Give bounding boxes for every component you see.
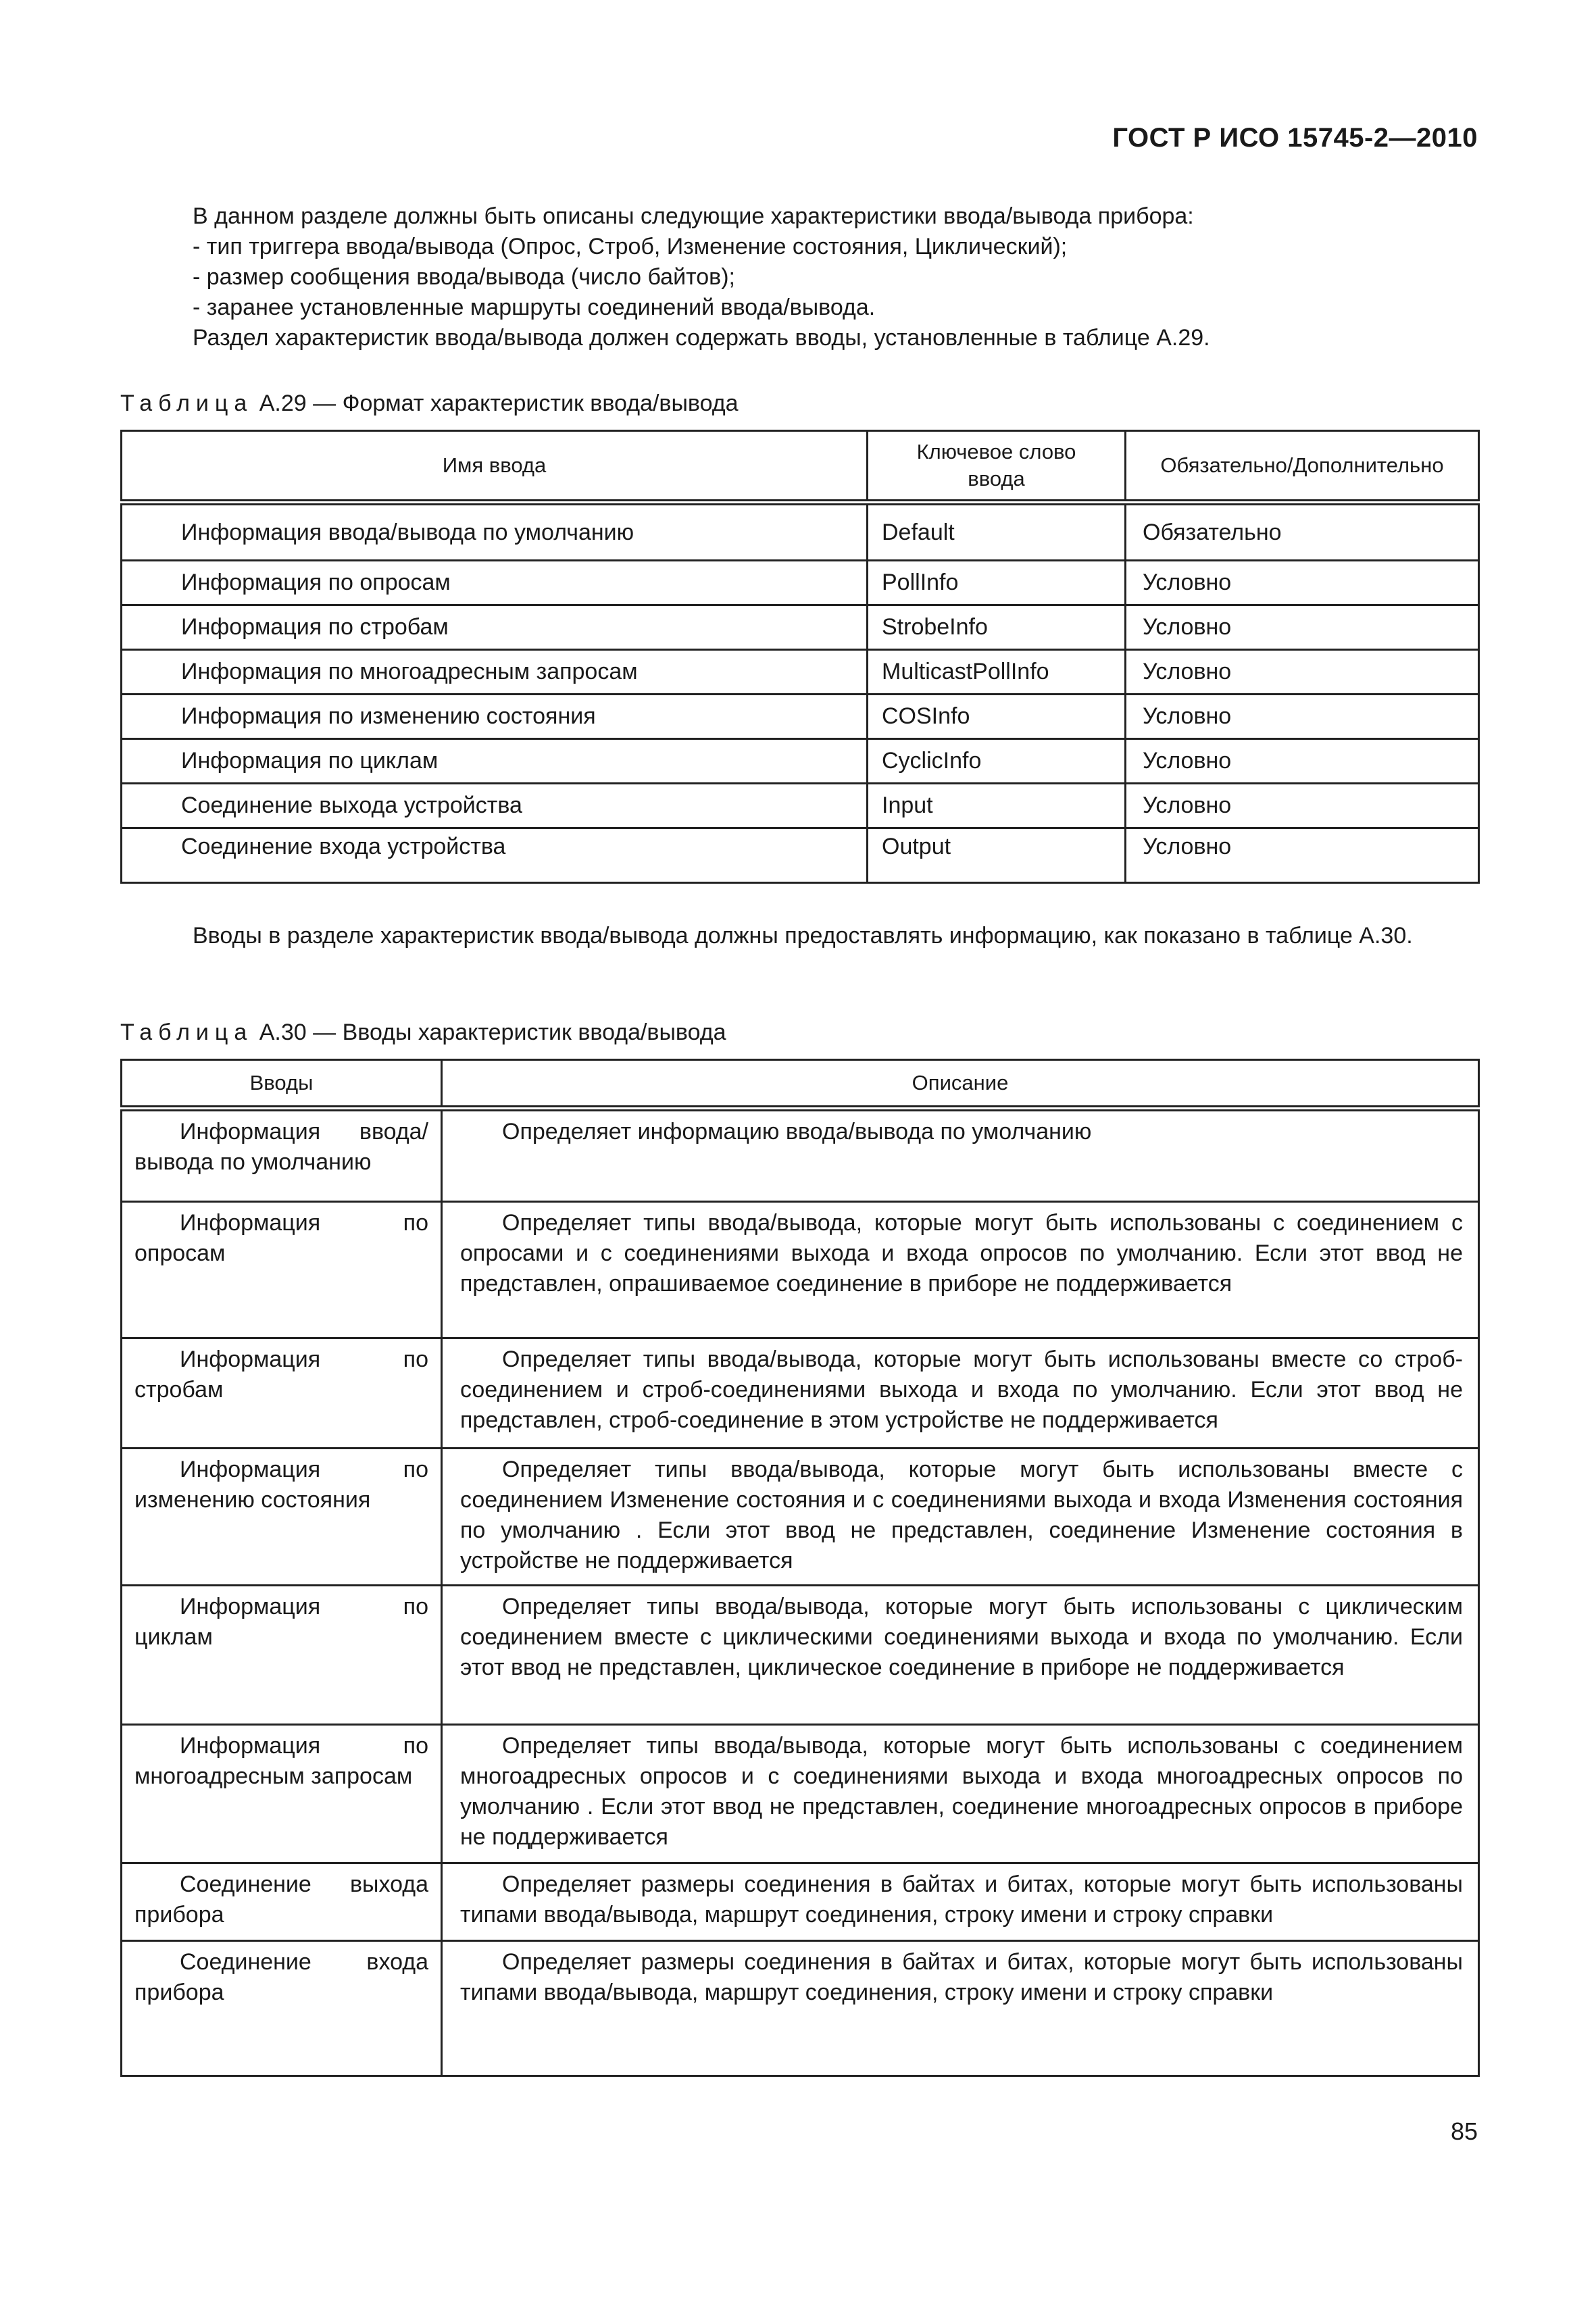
entry-keyword: PollInfo — [868, 561, 1126, 605]
column-header-description: Описание — [442, 1060, 1479, 1109]
table-header-row — [122, 431, 1479, 503]
column-header-status: Обязательно/Дополнительно — [1126, 431, 1479, 503]
entry-name: Соединение входа устройства — [122, 828, 868, 883]
entry-name: Информация по многоадресным запросам — [122, 650, 868, 695]
entry-status: Обязательно — [1126, 503, 1479, 561]
intro-line: - размер сообщения ввода/вывода (число байтов); — [193, 264, 736, 290]
body-paragraph: Вводы в разделе характеристик ввода/вывода должны предоставлять информацию, как показано в таблице А.30. — [193, 923, 1413, 949]
entry-keyword: Default — [868, 503, 1126, 561]
entry-name: Информация по стробам — [122, 1338, 442, 1449]
table-a29-caption — [120, 391, 739, 417]
entry-keyword: StrobeInfo — [868, 605, 1126, 650]
entry-keyword: CyclicInfo — [868, 739, 1126, 784]
entry-keyword: COSInfo — [868, 695, 1126, 739]
table-header-row — [122, 1060, 1479, 1109]
table-row — [122, 650, 1479, 695]
column-header-name: Имя ввода — [122, 431, 868, 503]
entry-name: Информация по изменению состояния — [122, 695, 868, 739]
entry-status: Условно — [1126, 784, 1479, 828]
table-row — [122, 1725, 1479, 1863]
table-a30 — [120, 1059, 1480, 2077]
entry-name: Информация по многоадресным запросам — [122, 1725, 442, 1863]
entry-keyword: Output — [868, 828, 1126, 883]
entry-name: Информация по циклам — [122, 1586, 442, 1725]
table-row — [122, 1941, 1479, 2076]
entry-name: Информация ввода/вывода по умолчанию — [122, 1109, 442, 1202]
entry-description: Определяет типы ввода/вывода, которые могут быть использованы с соединением многоадресных опросов и с соединениями выхода и входа многоадресных опросов по умолчанию . Если этот ввод не представлен, соединение многоадресных опросов в приборе не поддерживается — [442, 1725, 1479, 1863]
entry-name: Информация по циклам — [122, 739, 868, 784]
entry-name: Соединение выхода прибора — [122, 1863, 442, 1941]
table-row — [122, 1202, 1479, 1338]
entry-name: Информация по опросам — [122, 561, 868, 605]
entry-name: Информация ввода/вывода по умолчанию — [122, 503, 868, 561]
intro-line: - тип триггера ввода/вывода (Опрос, Строб, Изменение состояния, Циклический); — [193, 234, 1068, 259]
entry-name: Информация по опросам — [122, 1202, 442, 1338]
entry-description: Определяет типы ввода/вывода, которые могут быть использованы с циклическим соединением вместе с циклическими соединениями выхода и входа по умолчанию. Если этот ввод не представлен, циклическое соединение в приборе не поддерживается — [442, 1586, 1479, 1725]
table-row — [122, 739, 1479, 784]
entry-status: Условно — [1126, 695, 1479, 739]
entry-description: Определяет типы ввода/вывода, которые могут быть использованы вместе со строб-соединением и строб-соединениями выхода и входа по умолчанию. Если этот ввод не представлен, строб-соединение в этом устройстве не поддерживается — [442, 1338, 1479, 1449]
entry-description: Определяет типы ввода/вывода, которые могут быть использованы вместе с соединением Изменение состояния и с соединениями выхода и входа Изменения состояния по умолчанию . Если этот ввод не представлен, соединение Изменение состояния в устройстве не поддерживается — [442, 1449, 1479, 1586]
entry-status: Условно — [1126, 605, 1479, 650]
intro-line: - заранее установленные маршруты соединений ввода/вывода. — [193, 295, 876, 320]
entry-name: Информация по изменению состояния — [122, 1449, 442, 1586]
table-row — [122, 695, 1479, 739]
entry-description: Определяет размеры соединения в байтах и битах, которые могут быть использованы типами ввода/вывода, маршрут соединения, строку имени и строку справки — [442, 1941, 1479, 2076]
table-row — [122, 1863, 1479, 1941]
entry-name: Соединение входа прибора — [122, 1941, 442, 2076]
entry-name: Информация по стробам — [122, 605, 868, 650]
entry-description: Определяет размеры соединения в байтах и битах, которые могут быть использованы типами ввода/вывода, маршрут соединения, строку имени и строку справки — [442, 1863, 1479, 1941]
entry-description: Определяет типы ввода/вывода, которые могут быть использованы с соединением с опросами и с соединениями выхода и входа опросов по умолчанию. Если этот ввод не представлен, опрашиваемое соединение в приборе не поддерживается — [442, 1202, 1479, 1338]
entry-status: Условно — [1126, 739, 1479, 784]
caption-text: А.30 — Вводы характеристик ввода/вывода — [253, 1020, 726, 1045]
page-number: 85 — [1450, 2117, 1478, 2145]
entry-status: Условно — [1126, 650, 1479, 695]
intro-line: Раздел характеристик ввода/вывода должен содержать вводы, установленные в таблице А.29. — [193, 325, 1210, 351]
table-row — [122, 784, 1479, 828]
table-a29 — [120, 430, 1480, 884]
intro-line: В данном разделе должны быть описаны следующие характеристики ввода/вывода прибора: — [193, 203, 1194, 229]
entry-status: Условно — [1126, 561, 1479, 605]
table-row — [122, 503, 1479, 561]
entry-description: Определяет информацию ввода/вывода по умолчанию — [442, 1109, 1479, 1202]
table-row — [122, 1586, 1479, 1725]
table-row — [122, 605, 1479, 650]
caption-word: Таблица — [120, 1020, 253, 1045]
entry-status: Условно — [1126, 828, 1479, 883]
table-row — [122, 561, 1479, 605]
table-row — [122, 1109, 1479, 1202]
caption-text: А.29 — Формат характеристик ввода/вывода — [253, 391, 739, 416]
table-row — [122, 1449, 1479, 1586]
entry-keyword: Input — [868, 784, 1126, 828]
entry-name: Соединение выхода устройства — [122, 784, 868, 828]
column-header-keyword: Ключевое слово ввода — [868, 431, 1126, 503]
caption-word: Таблица — [120, 391, 253, 416]
entry-keyword: MulticastPollInfo — [868, 650, 1126, 695]
document-header: ГОСТ Р ИСО 15745-2—2010 — [1112, 123, 1478, 153]
table-row — [122, 1338, 1479, 1449]
column-header-entries: Вводы — [122, 1060, 442, 1109]
table-row — [122, 828, 1479, 883]
table-a30-caption — [120, 1020, 726, 1046]
intro-text — [193, 201, 1476, 353]
